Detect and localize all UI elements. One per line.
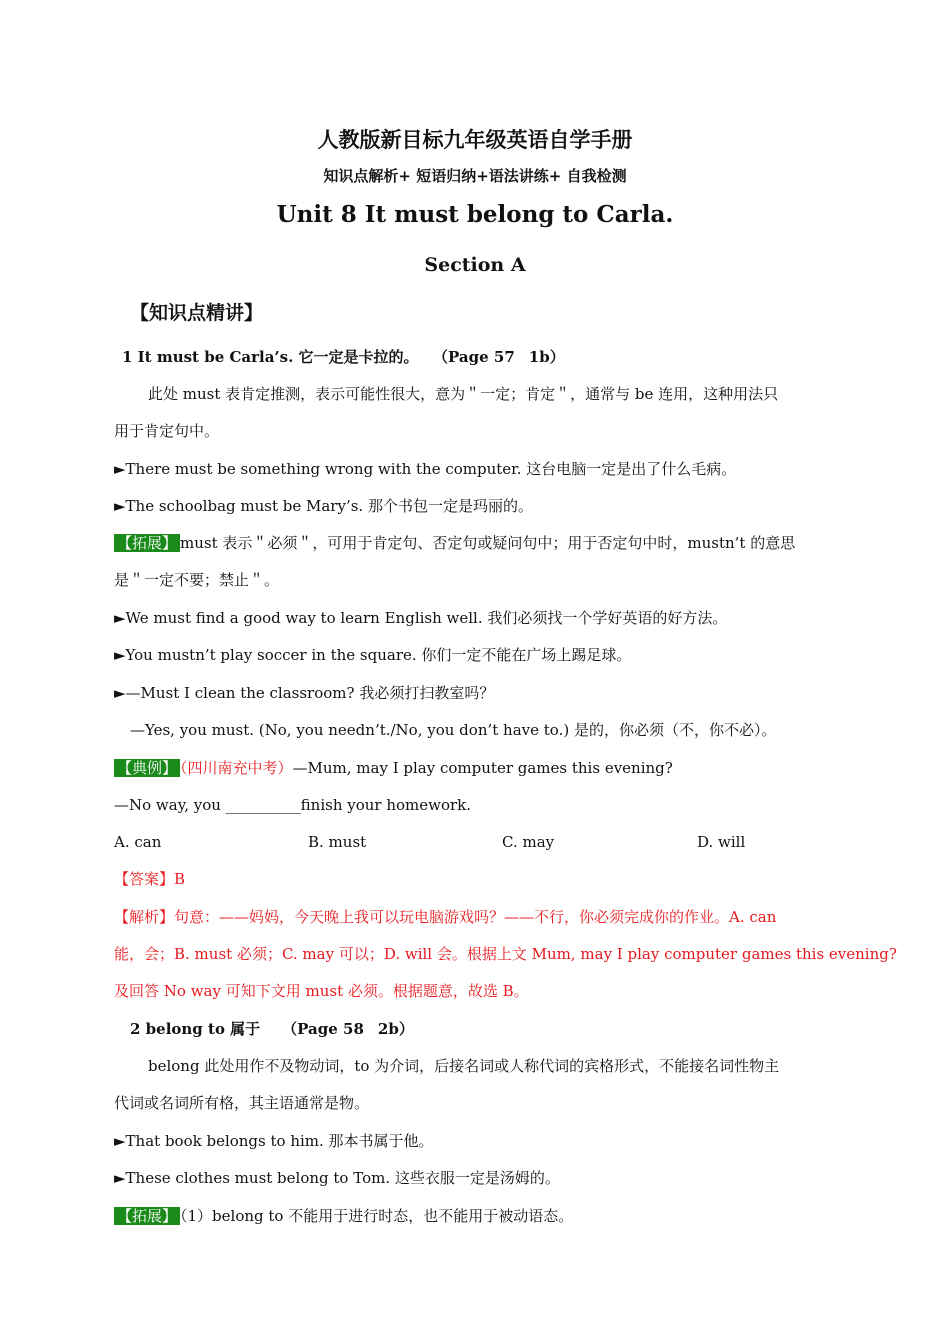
point1-example-4: ►You mustn’t play soccer in the square. 你们一定不能在广场上踢足球。 xyxy=(114,646,632,664)
option-b: B. must xyxy=(308,833,367,851)
analysis-line1: 【解析】句意：——妈妈，今天晚上我可以玩电脑游戏吗？——不行，你必须完成你的作业。A. can xyxy=(114,908,777,926)
point1-page-ref: （Page 57 xyxy=(440,348,515,366)
unit-title: Unit 8 It must belong to Carla. xyxy=(276,201,674,228)
point1-example-question xyxy=(114,758,673,778)
option-a: A. can xyxy=(114,833,162,851)
point2-paragraph-line2: 代词或名词所有格，其主语通常是物。 xyxy=(114,1094,370,1112)
doc-title: 人教版新目标九年级英语自学手册 xyxy=(317,127,633,152)
point2-page-ref: （Page 58 xyxy=(282,1020,364,1038)
example-source: （四川南充中考） xyxy=(180,759,293,777)
example-question-line1: —Mum, may I play computer games this evening? xyxy=(292,759,673,777)
section-title: Section A xyxy=(424,254,526,276)
analysis-line2: 能，会；B. must 必须；C. may 可以；D. will 会。根据上文 Mum, may I play computer games this evening? xyxy=(114,945,897,963)
point2-example-1: ►That book belongs to him. 那本书属于他。 xyxy=(114,1132,434,1150)
point2-paragraph-line1: belong 此处用作不及物动词，to 为介词，后接名词或人称代词的宾格形式，不能接名词性物主 xyxy=(148,1057,780,1075)
point2-heading-text: 2 belong to 属于 xyxy=(130,1020,261,1038)
expand-tag: 【拓展】 xyxy=(114,534,180,552)
point2-page-tail: 2b） xyxy=(377,1020,414,1038)
point1-example-3: ►We must find a good way to learn English well. 我们必须找一个学好英语的好方法。 xyxy=(114,609,728,627)
point2-expand-text: （1）belong to 不能用于进行时态，也不能用于被动语态。 xyxy=(180,1207,574,1225)
analysis-line3: 及回答 No way 可知下文用 must 必须。根据题意，故选 B。 xyxy=(114,982,529,1000)
point1-page-tail: 1b） xyxy=(528,348,565,366)
example-question-line2: —No way, you __________finish your homework. xyxy=(114,796,472,814)
doc-subtitle: 知识点解析+ 短语归纳+语法讲练+ 自我检测 xyxy=(323,167,627,185)
answer: 【答案】B xyxy=(114,870,186,888)
point1-heading-text: 1 It must be Carla’s. 它一定是卡拉的。 xyxy=(122,348,419,366)
example-tag: 【典例】 xyxy=(114,759,180,777)
point1-example-5: ►—Must I clean the classroom? 我必须打扫教室吗？ xyxy=(114,684,495,702)
point2-expand-line1 xyxy=(114,1206,573,1226)
point2-heading xyxy=(130,1019,414,1039)
point1-example-2: ►The schoolbag must be Mary’s. 那个书包一定是玛丽的。 xyxy=(114,497,533,515)
point1-example-1: ►There must be something wrong with the computer. 这台电脑一定是出了什么毛病。 xyxy=(114,460,737,478)
point1-heading xyxy=(122,347,565,367)
option-c: C. may xyxy=(502,833,555,851)
point1-expand-text: must 表示＂必须＂，可用于肯定句、否定句或疑问句中；用于否定句中时，mustn’t 的意思 xyxy=(180,534,796,552)
expand-tag: 【拓展】 xyxy=(114,1207,180,1225)
point1-example-6: —Yes, you must. (No, you needn’t./No, you don’t have to.) 是的，你必须（不，你不必）。 xyxy=(130,721,777,739)
point1-expand-line2: 是＂一定不要；禁止＂。 xyxy=(114,571,280,589)
section-heading: 【知识点精讲】 xyxy=(130,302,264,324)
point1-paragraph-line2: 用于肯定句中。 xyxy=(114,422,220,440)
point1-expand-line1 xyxy=(114,533,795,553)
point1-paragraph-line1: 此处 must 表肯定推测，表示可能性很大，意为＂一定；肯定＂，通常与 be 连用，这种用法只 xyxy=(148,385,779,403)
option-d: D. will xyxy=(697,833,746,851)
point2-example-2: ►These clothes must belong to Tom. 这些衣服一定是汤姆的。 xyxy=(114,1169,560,1187)
